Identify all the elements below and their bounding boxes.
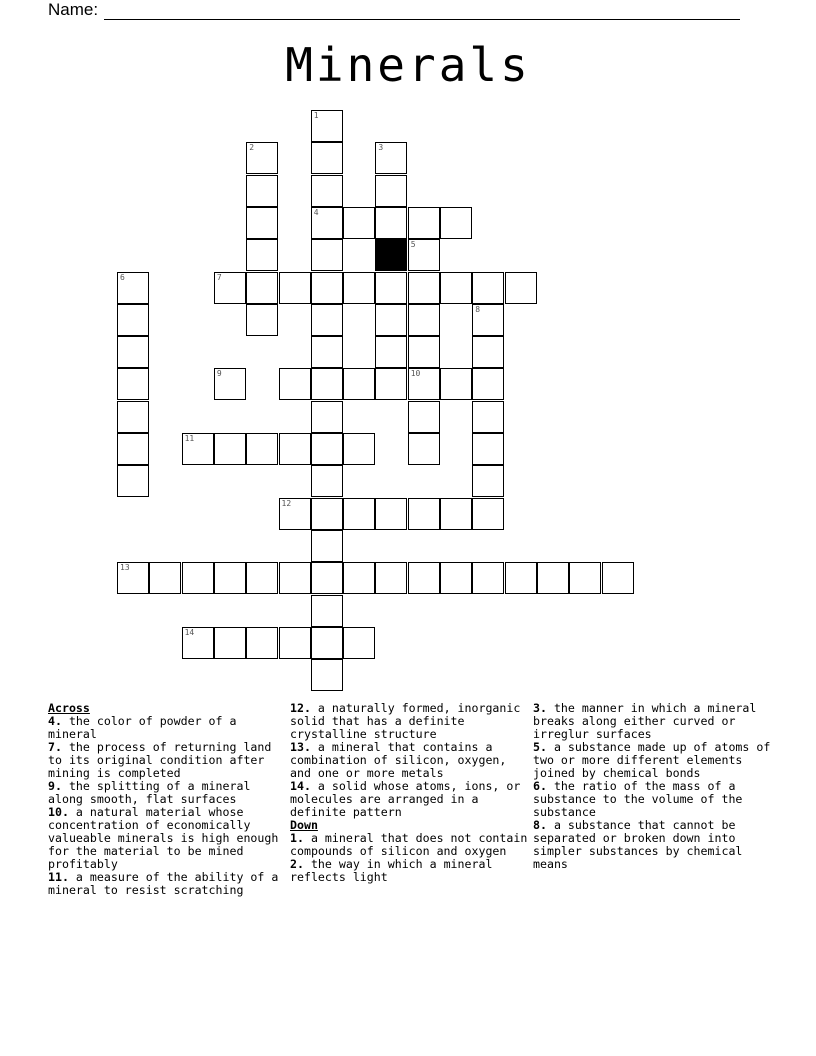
grid-cell[interactable]	[311, 659, 343, 691]
clue-number: 10	[410, 369, 421, 379]
grid-cell[interactable]	[311, 110, 343, 142]
grid-cell[interactable]	[311, 465, 343, 497]
grid-cell[interactable]	[440, 498, 472, 530]
grid-cell[interactable]	[117, 336, 149, 368]
grid-cell[interactable]	[472, 498, 504, 530]
grid-cell[interactable]	[117, 304, 149, 336]
clue-number: 4	[313, 207, 319, 217]
grid-cell[interactable]	[214, 562, 246, 594]
clue-text: a naturally formed, inorganic solid that has a definite crystalline structure	[290, 701, 521, 741]
grid-cell[interactable]	[505, 272, 537, 304]
clue-text: the way in which a mineral reflects light	[290, 857, 493, 884]
grid-cell[interactable]	[375, 562, 407, 594]
clue-item	[533, 702, 771, 741]
grid-cell[interactable]	[440, 368, 472, 400]
clue-number-label: 10.	[48, 805, 69, 819]
clue-item	[48, 806, 286, 871]
grid-cell[interactable]	[537, 562, 569, 594]
grid-cell[interactable]	[375, 304, 407, 336]
grid-cell[interactable]	[472, 465, 504, 497]
clue-number-label: 6.	[533, 779, 547, 793]
grid-cell[interactable]	[440, 207, 472, 239]
clue-text: a mineral that contains a combination of silicon, oxygen, and one or more metals	[290, 740, 507, 780]
grid-cell[interactable]	[246, 304, 278, 336]
clue-number-label: 4.	[48, 714, 62, 728]
grid-cell[interactable]	[375, 207, 407, 239]
clues-column-3	[533, 702, 771, 871]
clue-number: 6	[120, 272, 125, 282]
clue-text: a mineral that does not contain compounds of silicon and oxygen	[290, 831, 528, 858]
clue-number-label: 9.	[48, 779, 62, 793]
clue-text: the process of returning land to its original condition after mining is completed	[48, 740, 272, 780]
grid-cell[interactable]	[408, 368, 440, 400]
grid-cell[interactable]	[246, 433, 278, 465]
black-square	[375, 239, 407, 271]
grid-cell[interactable]	[343, 498, 375, 530]
clue-number-label: 1.	[290, 831, 304, 845]
grid-cell[interactable]	[117, 401, 149, 433]
grid-cell[interactable]	[375, 272, 407, 304]
grid-cell[interactable]	[343, 272, 375, 304]
across-heading: Across	[48, 701, 90, 715]
clues-column-1	[48, 702, 286, 897]
clue-text: the ratio of the mass of a substance to the volume of the substance	[533, 779, 743, 819]
clue-text: a substance made up of atoms of two or more different elements joined by chemical bonds	[533, 740, 771, 780]
grid-cell[interactable]	[311, 562, 343, 594]
grid-cell[interactable]	[408, 304, 440, 336]
clue-number: 2	[249, 143, 255, 153]
clue-number: 5	[410, 240, 416, 250]
grid-cell[interactable]	[311, 627, 343, 659]
grid-cell[interactable]	[246, 562, 278, 594]
grid-cell[interactable]	[246, 627, 278, 659]
grid-cell[interactable]	[375, 175, 407, 207]
grid-cell[interactable]	[149, 562, 181, 594]
grid-cell[interactable]	[311, 368, 343, 400]
grid-cell[interactable]	[311, 272, 343, 304]
grid-cell[interactable]	[343, 207, 375, 239]
grid-cell[interactable]	[279, 562, 311, 594]
clue-item	[533, 741, 771, 780]
grid-cell[interactable]	[311, 239, 343, 271]
grid-cell[interactable]	[408, 239, 440, 271]
grid-cell[interactable]	[375, 142, 407, 174]
grid-cell[interactable]	[311, 433, 343, 465]
grid-cell[interactable]	[343, 562, 375, 594]
clues-column-2	[290, 702, 528, 884]
grid-cell[interactable]	[214, 272, 246, 304]
grid-cell[interactable]	[569, 562, 601, 594]
grid-cell[interactable]	[311, 175, 343, 207]
clue-item	[48, 871, 286, 897]
clue-item	[290, 858, 528, 884]
grid-cell[interactable]	[343, 368, 375, 400]
grid-cell[interactable]	[440, 272, 472, 304]
grid-cell[interactable]	[375, 368, 407, 400]
grid-cell[interactable]	[311, 336, 343, 368]
clue-number-label: 3.	[533, 701, 547, 715]
grid-cell[interactable]	[311, 207, 343, 239]
clue-text: the color of powder of a mineral	[48, 714, 237, 741]
grid-cell[interactable]	[408, 207, 440, 239]
grid-cell[interactable]	[279, 627, 311, 659]
grid-cell[interactable]	[214, 433, 246, 465]
clue-item	[48, 780, 286, 806]
clue-number: 8	[475, 304, 481, 314]
clue-number-label: 14.	[290, 779, 311, 793]
grid-cell[interactable]	[246, 239, 278, 271]
clue-item	[290, 832, 528, 858]
grid-cell[interactable]	[182, 433, 214, 465]
clue-number-label: 13.	[290, 740, 311, 754]
clue-number: 12	[281, 498, 292, 508]
clue-text: a natural material whose concentration of economically valueable minerals is high enough for the material to be mined profitably	[48, 805, 279, 871]
clue-item	[533, 819, 771, 871]
clue-item	[48, 715, 286, 741]
clue-number-label: 2.	[290, 857, 304, 871]
grid-cell[interactable]	[440, 562, 472, 594]
grid-cell[interactable]	[311, 304, 343, 336]
grid-cell[interactable]	[408, 433, 440, 465]
grid-cell[interactable]	[117, 272, 149, 304]
grid-cell[interactable]	[311, 530, 343, 562]
grid-cell[interactable]	[408, 562, 440, 594]
grid-cell[interactable]	[408, 336, 440, 368]
grid-cell[interactable]	[246, 207, 278, 239]
grid-cell[interactable]	[246, 175, 278, 207]
clue-number-label: 12.	[290, 701, 311, 715]
grid-cell[interactable]	[246, 272, 278, 304]
clue-number-label: 5.	[533, 740, 547, 754]
grid-cell[interactable]	[279, 368, 311, 400]
grid-cell[interactable]	[311, 142, 343, 174]
grid-cell[interactable]	[472, 304, 504, 336]
grid-cell[interactable]	[279, 272, 311, 304]
grid-cell[interactable]	[311, 498, 343, 530]
clue-number: 13	[120, 563, 130, 573]
grid-cell[interactable]	[279, 433, 311, 465]
down-heading: Down	[290, 818, 318, 832]
grid-cell[interactable]	[117, 368, 149, 400]
grid-cell[interactable]	[182, 562, 214, 594]
grid-cell[interactable]	[408, 498, 440, 530]
clue-number: 11	[184, 434, 195, 443]
grid-cell[interactable]	[279, 498, 311, 530]
clue-item	[290, 702, 528, 741]
clue-text: a substance that cannot be separated or broken down into simpler substances by chemical means	[533, 818, 743, 871]
clue-number: 7	[216, 272, 222, 282]
grid-cell[interactable]	[472, 336, 504, 368]
name-label: Name:	[48, 0, 99, 19]
grid-cell[interactable]	[472, 562, 504, 594]
grid-cell[interactable]	[472, 433, 504, 465]
clue-text: the manner in which a mineral breaks along either curved or irreglur surfaces	[533, 701, 757, 741]
grid-cell[interactable]	[375, 336, 407, 368]
clue-number: 1	[313, 111, 319, 120]
grid-cell[interactable]	[311, 401, 343, 433]
clue-number-label: 11.	[48, 870, 69, 884]
clue-number: 3	[378, 143, 384, 153]
clue-text: a measure of the ability of a mineral to resist scratching	[48, 870, 279, 897]
grid-cell[interactable]	[472, 272, 504, 304]
grid-cell[interactable]	[505, 562, 537, 594]
grid-cell[interactable]	[408, 401, 440, 433]
clue-item	[290, 780, 528, 819]
grid-cell[interactable]	[117, 562, 149, 594]
clue-number-label: 7.	[48, 740, 62, 754]
grid-cell[interactable]	[214, 627, 246, 659]
clue-number-label: 8.	[533, 818, 547, 832]
grid-cell[interactable]	[408, 272, 440, 304]
grid-cell[interactable]	[472, 368, 504, 400]
grid-cell[interactable]	[246, 142, 278, 174]
grid-cell[interactable]	[472, 401, 504, 433]
clue-item	[533, 780, 771, 819]
clue-number: 9	[216, 369, 222, 379]
grid-cell[interactable]	[343, 433, 375, 465]
clue-item	[48, 741, 286, 780]
grid-cell[interactable]	[117, 433, 149, 465]
grid-cell[interactable]	[214, 368, 246, 400]
clue-item	[290, 741, 528, 780]
clue-text: the splitting of a mineral along smooth, flat surfaces	[48, 779, 251, 806]
grid-cell[interactable]	[343, 627, 375, 659]
grid-cell[interactable]	[602, 562, 634, 594]
grid-cell[interactable]	[375, 498, 407, 530]
grid-cell[interactable]	[311, 595, 343, 627]
grid-cell[interactable]	[117, 465, 149, 497]
page-title: Minerals	[285, 38, 531, 92]
clue-text: a solid whose atoms, ions, or molecules are arranged in a definite pattern	[290, 779, 521, 819]
grid-cell[interactable]	[182, 627, 214, 659]
clue-number: 14	[184, 627, 195, 637]
